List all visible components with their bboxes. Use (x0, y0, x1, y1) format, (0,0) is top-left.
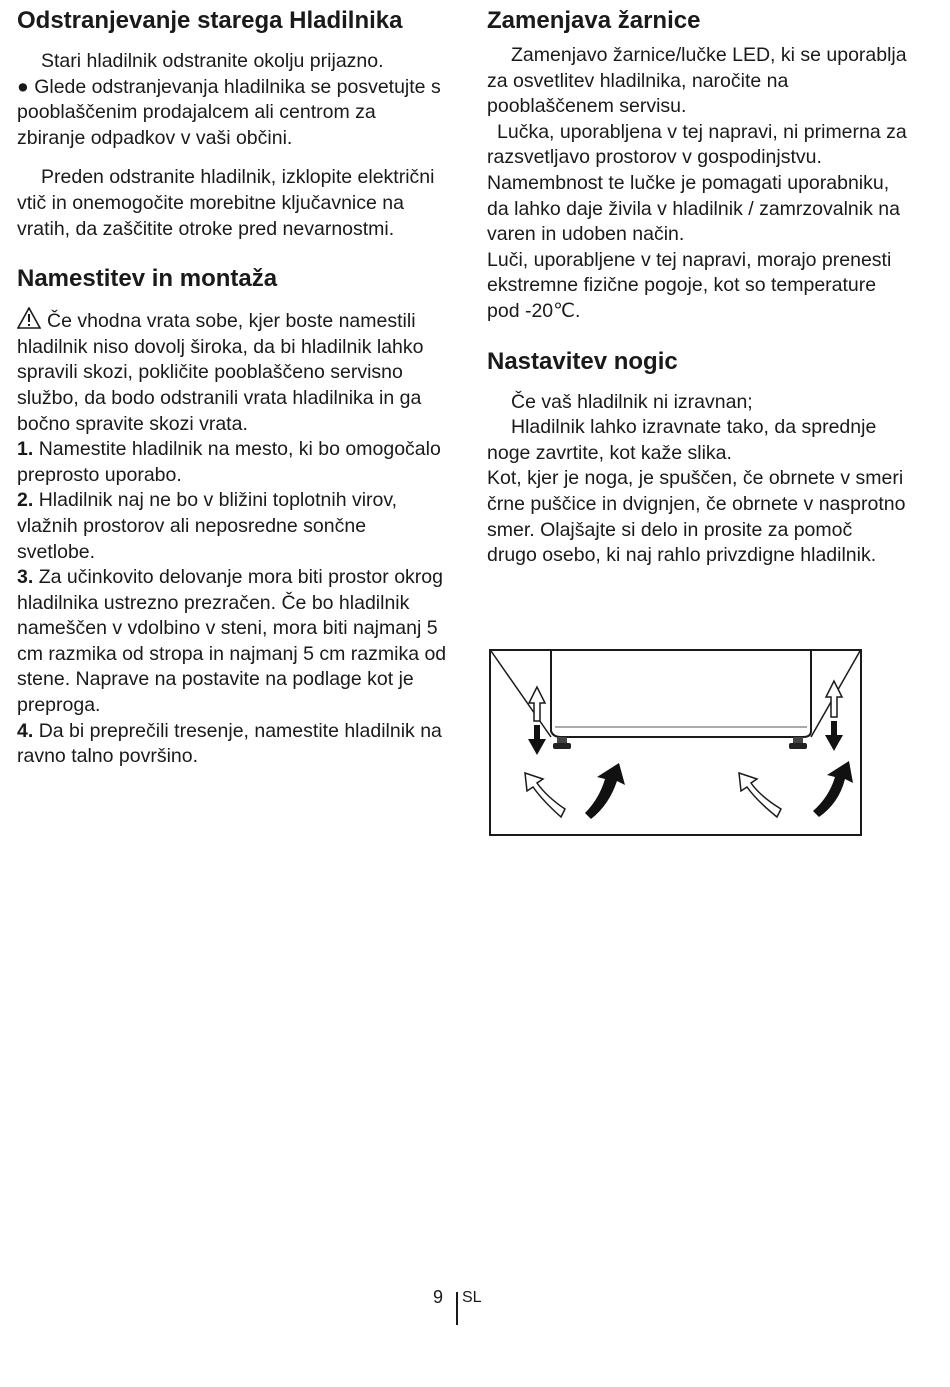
left-column (17, 6, 447, 770)
section-title-installation: Namestitev in montaža (17, 265, 278, 293)
footer-divider (456, 1292, 458, 1325)
list-item: 2. Hladilnik naj ne bo v bližini toplotnih virov, vlažnih prostorov ali neposredne sončne svetlobe. (17, 489, 398, 563)
right-rotation-arrows (739, 761, 853, 817)
paragraph: Hladilnik lahko izravnate tako, da sprednje noge zavrtite, kot kaže slika. (487, 416, 877, 464)
right-foot (789, 737, 807, 749)
warning-text: Če vhodna vrata sobe, kjer boste namestili hladilnik niso dovolj široka, da bi hladilnik lahko spravili skozi, pokličite pooblaščeno servisno službo, da bodo odstranili vrata hladilnika in ga bočno spravite skozi vrata. (17, 310, 424, 435)
leveling-feet-illustration (489, 649, 862, 836)
section-title-feet: Nastavitev nogic (487, 347, 678, 375)
right-height-arrows (825, 681, 843, 751)
paragraph: Preden odstranite hladilnik, izklopite električni vtič in onemogočite morebitne ključavnice na vratih, da zaščitite otroke pred nevarnostmi. (17, 166, 435, 240)
paragraph: Zamenjavo žarnice/lučke LED, ki se uporablja za osvetlitev hladilnika, naročite na pooblaščenem servisu. (487, 44, 907, 118)
right-column (487, 6, 907, 569)
paragraph: Kot, kjer je noga, je spuščen, če obrnete v smeri črne puščice in dvignjen, če obrnete v nasprotno smer. Olajšajte si delo in prosite za pomoč drugo osebo, ki naj rahlo privzdigne hladilnik. (487, 467, 906, 567)
left-foot (553, 737, 571, 749)
paragraph: Če vaš hladilnik ni izravnan; (511, 390, 753, 413)
left-height-arrows (528, 687, 546, 755)
paragraph: Lučka, uporabljena v tej napravi, ni primerna za razsvetljavo prostorov v gospodinjstvu. Namembnost te lučke je pomagati uporabniku, da lahko daje živila v hladilnik / zamrzovalnik na varen in udoben način. (487, 120, 907, 246)
paragraph: Luči, uporabljene v tej napravi, morajo prenesti ekstremne fizične pogoje, kot so temperature pod -20℃. (487, 248, 892, 322)
warning-paragraph (17, 307, 447, 437)
page-number: 9 (433, 1287, 444, 1307)
language-code: SL (462, 1289, 482, 1306)
warning-icon (17, 307, 41, 329)
list-item: 4. Da bi preprečili tresenje, namestite hladilnik na ravno talno površino. (17, 719, 442, 768)
left-rotation-arrows (525, 763, 625, 819)
leveling-feet-diagram (491, 651, 860, 834)
paragraph: Stari hladilnik odstranite okolju prijazno. (41, 50, 384, 72)
paragraph: ● Glede odstranjevanja hladilnika se posvetujte s pooblaščenim prodajalcem ali centrom za zbiranje odpadkov v vaši občini. (17, 75, 441, 149)
section-title-bulb: Zamenjava žarnice (487, 7, 701, 34)
page-footer (0, 1287, 950, 1327)
section-title-disposal: Odstranjevanje starega Hladilnika (17, 7, 403, 34)
list-item: 3. Za učinkovito delovanje mora biti prostor okrog hladilnika ustrezno prezračen. Če bo hladilnik nameščen v vdolbino v steni, mora biti najmanj 5 cm razmika od stropa in najmanj 5 cm razmika od stene. Naprave na postavite na podlage kot je preproga. (17, 566, 447, 717)
list-item: 1. Namestite hladilnik na mesto, ki bo omogočalo preprosto uporabo. (17, 438, 441, 486)
